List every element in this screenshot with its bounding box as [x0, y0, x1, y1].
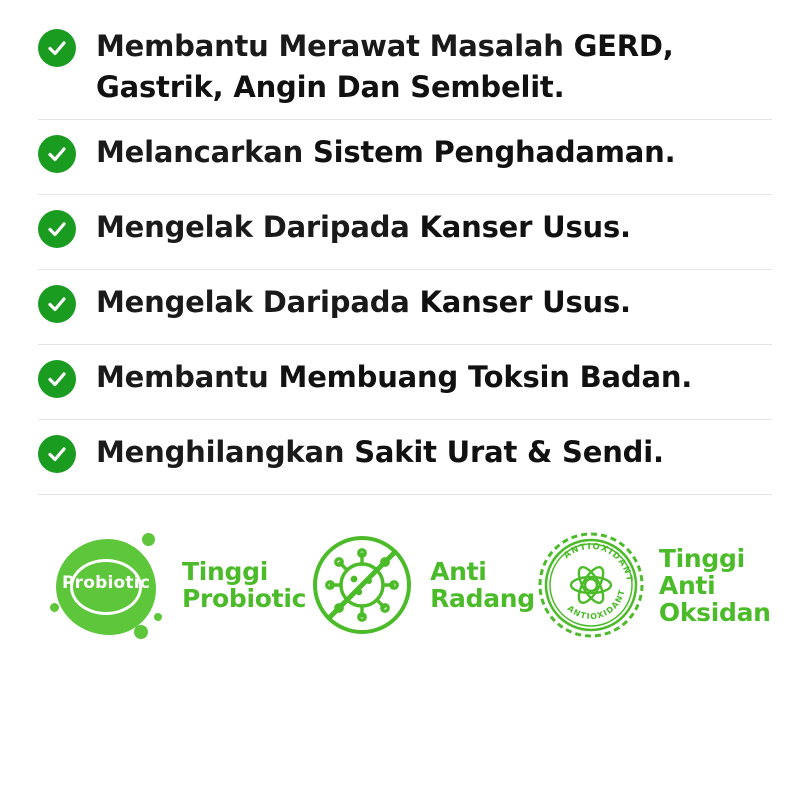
probiotic-blob-icon: [42, 521, 170, 649]
svg-text:ANTIOXIDANT: ANTIOXIDANT: [561, 542, 634, 584]
badge-strip: [38, 521, 772, 649]
benefit-text: [96, 356, 692, 398]
badge-label-line-1: Tinggi: [658, 543, 745, 573]
benefit-text-bold: Kanser Usus.: [419, 285, 631, 320]
check-circle-icon: [38, 135, 76, 173]
check-circle-icon: [38, 435, 76, 473]
benefit-text-plain: Menghilangkan: [96, 435, 355, 470]
badge-label-line-2: Radang: [430, 584, 535, 614]
antioxidant-seal-icon: [535, 529, 647, 641]
benefits-list: [38, 14, 772, 495]
check-circle-icon: [38, 285, 76, 323]
benefit-text-bold: GERD, Gastrik, Angin Dan Sembelit.: [96, 29, 674, 105]
badge-anti-radang: [306, 529, 535, 641]
benefit-text-plain: Membantu Merawat Masalah: [96, 29, 574, 63]
badge-probiotic: [42, 521, 306, 649]
list-item: [38, 270, 772, 345]
check-circle-icon: [38, 210, 76, 248]
benefit-text: [96, 131, 675, 173]
badge-label-line-1: Tinggi: [182, 557, 268, 587]
list-item: [38, 345, 772, 420]
svg-text:ANTIOXIDANT: ANTIOXIDANT: [565, 588, 627, 622]
benefit-text-bold: Kanser Usus.: [419, 210, 631, 245]
probiotic-icon-label: Probiotic: [61, 573, 151, 594]
list-item: [38, 195, 772, 270]
list-item: [38, 420, 772, 495]
badge-label-line-1: Anti: [430, 557, 487, 587]
badge-label-line-2: Anti: [658, 570, 716, 600]
no-virus-icon: [306, 529, 418, 641]
benefit-text-bold: Sistem Penghadaman.: [312, 135, 676, 170]
badge-label: [430, 558, 535, 612]
badge-label-line-3: Oksidan: [658, 597, 771, 627]
benefit-text: [96, 206, 631, 248]
benefit-text: [96, 431, 664, 473]
benefit-text-plain: Mengelak Daripada: [96, 285, 420, 320]
check-circle-icon: [38, 360, 76, 398]
list-item: [38, 14, 772, 120]
badge-label: [182, 558, 306, 612]
list-item: [38, 120, 772, 195]
benefit-text-plain: Mengelak Daripada: [96, 210, 420, 245]
benefit-text-plain: Membantu: [96, 360, 279, 395]
benefit-text: [96, 281, 631, 323]
check-circle-icon: [38, 29, 76, 67]
badge-label-line-2: Probiotic: [182, 584, 307, 614]
benefit-text-bold: Membuang Toksin Badan.: [278, 360, 693, 395]
benefit-text-bold: Sakit Urat & Sendi.: [354, 435, 664, 470]
benefit-text: [96, 25, 772, 108]
benefit-text-plain: Melancarkan: [96, 135, 313, 170]
badge-antioksidan: [535, 529, 771, 641]
badge-label: [659, 545, 771, 626]
